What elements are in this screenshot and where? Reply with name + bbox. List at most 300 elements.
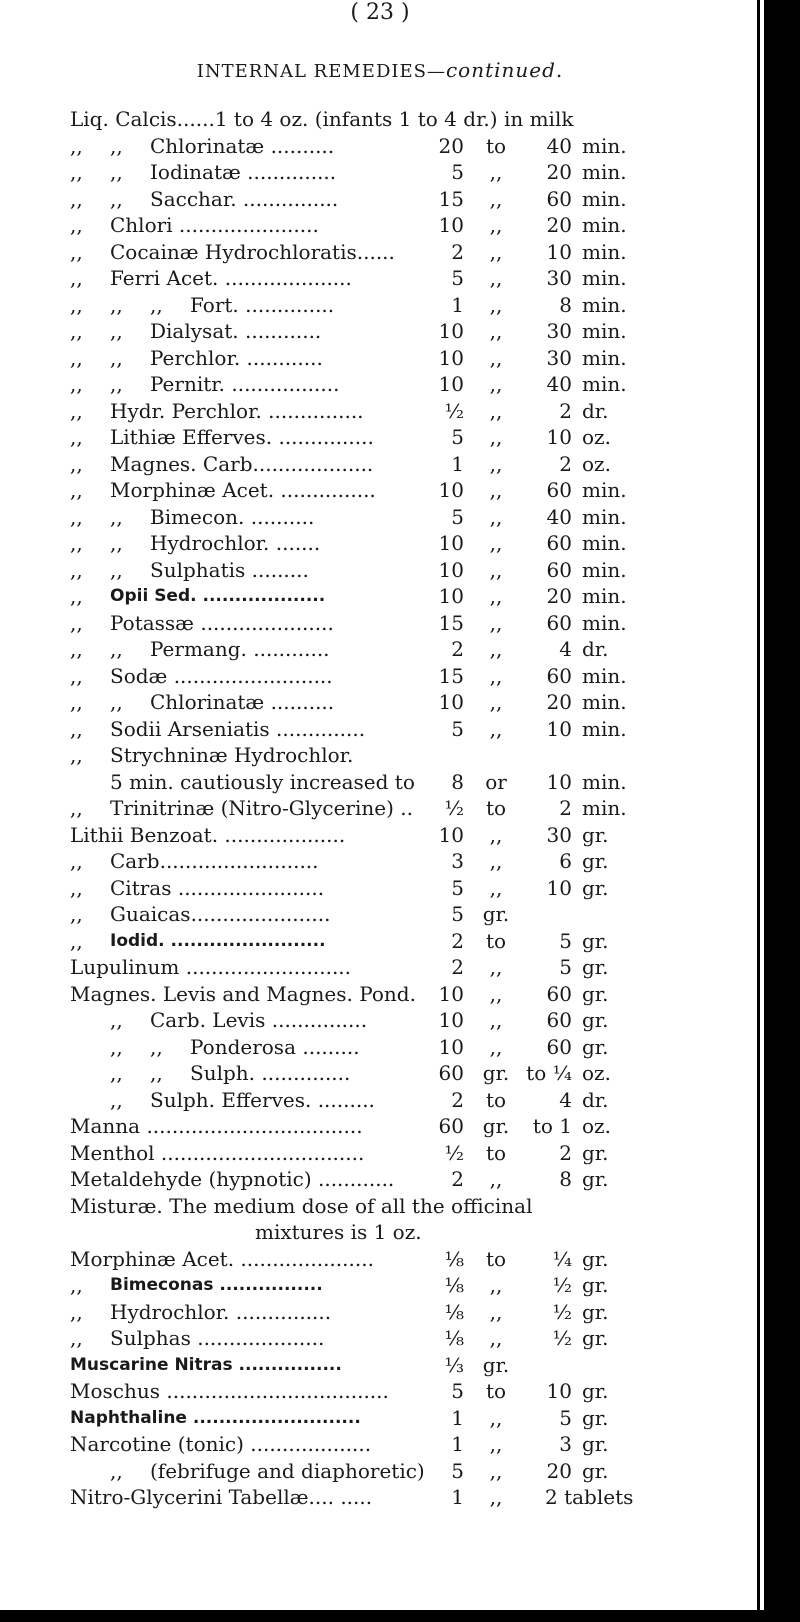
remedy-name: Dialysat. ............ <box>150 319 322 343</box>
remedy-name: Cocainæ Hydrochloratis...... <box>110 239 395 264</box>
remedy-name: Sulphatis ......... <box>150 557 309 582</box>
ditto-mark: ,, <box>110 690 123 714</box>
dose-from: ⅛ <box>444 1246 464 1271</box>
remedy-name: Naphthaline .......................... <box>70 1407 361 1428</box>
dose-to: 4 <box>559 637 572 661</box>
dose-from: 3 <box>451 849 464 873</box>
dose-from: 10 <box>438 690 464 714</box>
remedy-name: Muscarine Nitras ................ <box>70 1354 342 1375</box>
dose-separator: ,, <box>489 372 503 396</box>
remedy-name: Sodæ ......................... <box>110 663 333 688</box>
dose-unit: gr. <box>582 1405 609 1430</box>
dose-from: 10 <box>438 531 464 555</box>
dose-unit: gr. <box>582 1458 609 1483</box>
dose-unit: gr. <box>582 1034 609 1059</box>
table-row <box>0 504 760 531</box>
dose-separator: ,, <box>489 1485 503 1509</box>
dose-unit: min. <box>582 504 627 529</box>
dose-to: ½ <box>552 1326 572 1350</box>
ditto-mark: ,, <box>110 186 123 211</box>
dose-separator: ,, <box>489 981 503 1006</box>
ditto-mark: ,, <box>110 160 123 184</box>
dose-separator: ,, <box>489 451 503 476</box>
dose-to: 20 <box>546 160 572 184</box>
dose-unit: gr. <box>582 1379 609 1403</box>
table-row <box>0 1060 760 1087</box>
remedy-name: Lupulinum .......................... <box>70 955 352 979</box>
remedy-name: Pernitr. ................. <box>150 372 340 396</box>
dose-separator: gr. <box>482 1114 510 1138</box>
table-row <box>0 159 760 186</box>
remedy-name: Bimecon. .......... <box>150 504 315 529</box>
dose-separator: ,, <box>489 398 503 423</box>
dose-to: 5 <box>559 928 572 953</box>
dose-from: 5 <box>451 1458 464 1483</box>
ditto-mark: ,, <box>110 1087 123 1112</box>
dose-unit: oz. <box>582 451 611 476</box>
dose-separator: ,, <box>489 345 503 370</box>
table-row <box>0 318 760 345</box>
remedy-name: Sulphas .................... <box>110 1326 325 1350</box>
dose-to: 30 <box>546 822 572 847</box>
dose-unit: gr. <box>582 822 609 847</box>
dose-unit: gr. <box>582 928 609 953</box>
ditto-mark: ,, <box>70 690 83 714</box>
table-row <box>0 1034 760 1061</box>
dose-unit: min. <box>582 213 627 237</box>
dose-from: 5 <box>451 504 464 529</box>
table-row <box>0 1193 760 1220</box>
table-row <box>0 1325 760 1352</box>
table-row <box>0 1007 760 1034</box>
dose-from: 5 <box>451 425 464 449</box>
dose-separator: ,, <box>489 160 503 184</box>
dose-to: 30 <box>546 345 572 370</box>
dose-from: 2 <box>451 239 464 264</box>
dose-separator: ,, <box>489 955 503 979</box>
dose-separator: ,, <box>489 690 503 714</box>
ditto-mark: ,, <box>70 584 83 608</box>
page-edge-bar <box>764 0 800 1622</box>
remedy-name: Hydrochlor. ............... <box>110 1299 332 1324</box>
dose-to: 6 <box>559 849 572 873</box>
table-row <box>0 398 760 425</box>
dose-to: 60 <box>546 186 572 211</box>
dose-from: 15 <box>438 663 464 688</box>
dose-from: 5 <box>451 875 464 900</box>
dose-unit: min. <box>582 557 627 582</box>
dose-to: to ¼ <box>526 1061 572 1085</box>
dose-unit: gr. <box>582 1246 609 1271</box>
remedy-name: Strychninæ Hydrochlor. <box>110 743 354 767</box>
dose-separator: ,, <box>489 1167 503 1191</box>
remedy-name: Lithii Benzoat. ................... <box>70 822 346 847</box>
table-row <box>0 610 760 637</box>
ditto-mark: ,, <box>70 928 83 953</box>
dose-to: 4 <box>559 1087 572 1112</box>
dose-to: 60 <box>546 1008 572 1032</box>
remedy-name: Manna .................................. <box>70 1114 363 1138</box>
dose-unit: oz. <box>582 1114 611 1138</box>
dose-from: 10 <box>438 213 464 237</box>
dose-unit: gr. <box>582 875 609 900</box>
dose-unit: min. <box>582 610 627 635</box>
dose-to: 40 <box>546 133 572 158</box>
remedy-name: Chlori ...................... <box>110 213 319 237</box>
ditto-mark: ,, <box>110 372 123 396</box>
dose-unit: min. <box>582 478 627 502</box>
dose-separator: ,, <box>489 1299 503 1324</box>
dose-unit: gr. <box>582 1299 609 1324</box>
dose-to: 60 <box>546 610 572 635</box>
ditto-mark: ,, <box>70 266 83 290</box>
dose-from: ½ <box>444 796 464 820</box>
table-row <box>0 212 760 239</box>
table-row <box>0 689 760 716</box>
ditto-mark: ,, <box>70 478 83 502</box>
table-row <box>0 1246 760 1273</box>
ditto-mark: ,, <box>70 213 83 237</box>
dose-from: ⅛ <box>444 1273 464 1297</box>
dose-to: 5 <box>559 1405 572 1430</box>
ditto-mark: ,, <box>110 557 123 582</box>
ditto-mark: ,, <box>110 1458 123 1483</box>
dose-unit: gr. <box>582 849 609 873</box>
dose-to: 5 <box>559 955 572 979</box>
dose-from: 15 <box>438 186 464 211</box>
dose-to: 60 <box>546 557 572 582</box>
dose-from: 60 <box>438 1061 464 1085</box>
dose-from: 8 <box>451 769 464 794</box>
remedy-name: Iodinatæ .............. <box>150 160 337 184</box>
dose-to: 10 <box>546 1379 572 1403</box>
dose-separator: to <box>485 1379 507 1403</box>
table-row <box>0 557 760 584</box>
dose-separator: ,, <box>489 637 503 661</box>
dose-to: 10 <box>546 425 572 449</box>
heading-main: INTERNAL REMEDIES— <box>196 61 446 82</box>
dose-separator: ,, <box>489 213 503 237</box>
heading-continued: continued. <box>445 58 564 82</box>
ditto-mark: ,, <box>70 186 83 211</box>
dose-unit: oz. <box>582 425 611 449</box>
dose-to: 20 <box>546 1458 572 1483</box>
remedy-name: Potassæ ..................... <box>110 610 334 635</box>
table-row <box>0 1458 760 1485</box>
dose-to: 20 <box>546 690 572 714</box>
table-row <box>0 1219 760 1246</box>
dose-separator: ,, <box>489 610 503 635</box>
dose-unit: min. <box>582 531 627 555</box>
table-row <box>0 1378 760 1405</box>
dose-from: 10 <box>438 372 464 396</box>
dose-to: 40 <box>546 372 572 396</box>
dose-unit: gr. <box>582 981 609 1006</box>
ditto-mark: ,, <box>70 902 83 926</box>
dose-from: ⅓ <box>444 1352 464 1377</box>
remedy-name: Iodid. ........................ <box>110 930 326 951</box>
table-row <box>0 1113 760 1140</box>
dose-unit: min. <box>582 266 627 290</box>
remedy-name: Carb......................... <box>110 849 319 873</box>
table-row <box>0 901 760 928</box>
remedy-name: Magnes. Carb................... <box>110 451 374 476</box>
table-row <box>0 954 760 981</box>
dose-unit: min. <box>582 319 627 343</box>
dose-separator: ,, <box>489 319 503 343</box>
ditto-mark: ,, <box>70 345 83 370</box>
dose-to: 2 <box>559 398 572 423</box>
remedy-name: Metaldehyde (hypnotic) ............ <box>70 1167 395 1191</box>
remedy-name: Sacchar. ............... <box>150 186 339 211</box>
dose-to: 60 <box>546 478 572 502</box>
dose-to: 3 <box>559 1432 572 1456</box>
dose-from: 10 <box>438 319 464 343</box>
table-row <box>0 1140 760 1167</box>
ditto-mark: ,, <box>110 133 123 158</box>
table-row <box>0 1087 760 1114</box>
remedy-name: Sulph. .............. <box>190 1061 351 1085</box>
dose-unit: gr. <box>582 1008 609 1032</box>
dose-unit: min. <box>582 133 627 158</box>
dose-from: 10 <box>438 584 464 608</box>
table-row <box>0 822 760 849</box>
ditto-mark: ,, <box>70 239 83 264</box>
dose-from: 10 <box>438 345 464 370</box>
ditto-mark: ,, <box>150 292 163 317</box>
dose-unit: min. <box>582 796 627 820</box>
dose-separator: gr. <box>482 902 510 926</box>
table-row <box>0 1405 760 1432</box>
dose-separator: ,, <box>489 478 503 502</box>
dose-to: 8 <box>559 1167 572 1191</box>
table-row <box>0 1166 760 1193</box>
ditto-mark: ,, <box>70 610 83 635</box>
table-row <box>0 795 760 822</box>
dose-from: ⅛ <box>444 1299 464 1324</box>
table-row <box>0 239 760 266</box>
ditto-mark: ,, <box>70 557 83 582</box>
remedy-name: Permang. ............ <box>150 637 330 661</box>
dose-separator: ,, <box>489 1326 503 1350</box>
ditto-mark: ,, <box>70 663 83 688</box>
dose-unit: min. <box>582 584 627 608</box>
ditto-mark: ,, <box>110 637 123 661</box>
remedy-name: Hydr. Perchlor. ............... <box>110 398 364 423</box>
ditto-mark: ,, <box>70 425 83 449</box>
dose-unit: min. <box>582 345 627 370</box>
dose-unit: oz. <box>582 1061 611 1085</box>
dose-to: ½ <box>552 1273 572 1297</box>
table-row <box>0 875 760 902</box>
dose-from: 2 <box>451 1087 464 1112</box>
table-row <box>0 1272 760 1299</box>
ditto-mark: ,, <box>110 1061 123 1085</box>
remedy-name: Moschus ................................... <box>70 1379 389 1403</box>
dose-from: 10 <box>438 822 464 847</box>
table-row <box>0 477 760 504</box>
dose-to: 30 <box>546 266 572 290</box>
dose-unit: dr. <box>582 1087 609 1112</box>
dose-separator: ,, <box>489 425 503 449</box>
table-row <box>0 663 760 690</box>
table-row <box>0 424 760 451</box>
table-row <box>0 451 760 478</box>
dose-from: 1 <box>451 1485 464 1509</box>
remedy-name: Nitro-Glycerini Tabellæ.... ..... <box>70 1485 373 1509</box>
dose-to: 8 <box>559 292 572 317</box>
remedy-name: 5 min. cautiously increased to <box>110 769 415 794</box>
dose-from: 10 <box>438 1008 464 1032</box>
dose-to: ¼ <box>552 1246 572 1271</box>
remedy-name: Lithiæ Efferves. ............... <box>110 425 374 449</box>
ditto-mark: ,, <box>110 319 123 343</box>
dose-to: 60 <box>546 981 572 1006</box>
ditto-mark: ,, <box>70 1326 83 1350</box>
dose-to: ½ <box>552 1299 572 1324</box>
remedy-name: Bimeconas ................ <box>110 1275 323 1295</box>
dose-from: 60 <box>438 1114 464 1138</box>
ditto-mark: ,, <box>110 345 123 370</box>
remedy-name: Chlorinatæ .......... <box>150 133 335 158</box>
table-row <box>0 106 760 133</box>
dose-from: 1 <box>451 292 464 317</box>
ditto-mark: ,, <box>70 849 83 873</box>
dose-separator: ,, <box>489 584 503 608</box>
dose-unit: gr. <box>582 1167 609 1191</box>
dose-separator: gr. <box>482 1352 510 1377</box>
dose-unit: min. <box>582 372 627 396</box>
dose-separator: ,, <box>489 1008 503 1032</box>
ditto-mark: ,, <box>70 716 83 741</box>
dose-to: 60 <box>546 663 572 688</box>
dose-from: ½ <box>444 1140 464 1165</box>
dose-separator: gr. <box>482 1061 510 1085</box>
dose-to: 60 <box>546 1034 572 1059</box>
dose-separator: or <box>485 769 507 794</box>
dose-separator: ,, <box>489 1458 503 1483</box>
remedy-table <box>0 106 760 1511</box>
remedy-name: Chlorinatæ .......... <box>150 690 335 714</box>
dose-from: 2 <box>451 928 464 953</box>
remedy-name: Carb. Levis ............... <box>150 1008 368 1032</box>
ditto-mark: ,, <box>70 1273 83 1297</box>
dose-separator: ,, <box>489 716 503 741</box>
table-row <box>0 186 760 213</box>
dose-from: 10 <box>438 981 464 1006</box>
page-heading <box>0 58 760 82</box>
dose-unit: min. <box>582 292 627 317</box>
dose-from: 15 <box>438 610 464 635</box>
dose-separator: ,, <box>489 1034 503 1059</box>
dose-separator: to <box>485 1140 507 1165</box>
dose-unit: gr. <box>582 1432 609 1456</box>
dose-to: 20 <box>546 213 572 237</box>
dose-unit: min. <box>582 769 627 794</box>
dose-from: 5 <box>451 266 464 290</box>
remedy-name: Trinitrinæ (Nitro-Glycerine) .. <box>110 796 413 820</box>
dose-to: 40 <box>546 504 572 529</box>
dose-separator: to <box>485 1087 507 1112</box>
ditto-mark: ,, <box>70 160 83 184</box>
ditto-mark: ,, <box>70 319 83 343</box>
table-row <box>0 928 760 955</box>
dose-separator: ,, <box>489 849 503 873</box>
dose-unit: dr. <box>582 637 609 661</box>
dose-unit: dr. <box>582 398 609 423</box>
dose-to: 2 <box>559 451 572 476</box>
dose-unit: gr. <box>582 1326 609 1350</box>
dose-unit: gr. <box>582 955 609 979</box>
dose-from: 2 <box>451 955 464 979</box>
table-row <box>0 371 760 398</box>
ditto-mark: ,, <box>70 372 83 396</box>
dose-from: 5 <box>451 716 464 741</box>
table-row <box>0 265 760 292</box>
dose-to: 10 <box>546 769 572 794</box>
remedy-name: Opii Sed. ................... <box>110 586 326 606</box>
dose-separator: to <box>485 928 507 953</box>
dose-unit: gr. <box>582 1273 609 1297</box>
dose-separator: ,, <box>489 239 503 264</box>
dose-unit: min. <box>582 663 627 688</box>
remedy-name: Morphinæ Acet. ..................... <box>70 1246 374 1271</box>
dose-from: 1 <box>451 1405 464 1430</box>
dose-separator: ,, <box>489 822 503 847</box>
remedy-name: (febrifuge and diaphoretic) <box>150 1458 425 1483</box>
dose-separator: ,, <box>489 504 503 529</box>
dose-to: 2 tablets <box>545 1485 634 1509</box>
dose-from: ⅛ <box>444 1326 464 1350</box>
dose-from: ½ <box>444 398 464 423</box>
remedy-name: Liq. Calcis......1 to 4 oz. (infants 1 to 4 dr.) in milk <box>70 107 574 131</box>
page-number: ( 23 ) <box>350 0 410 25</box>
dose-from: 5 <box>451 160 464 184</box>
dose-separator: ,, <box>489 266 503 290</box>
remedy-name: Sodii Arseniatis .............. <box>110 716 366 741</box>
table-row <box>0 636 760 663</box>
dose-unit: gr. <box>582 1140 609 1165</box>
dose-to: 20 <box>546 584 572 608</box>
dose-unit: min. <box>582 716 627 741</box>
dose-to: 60 <box>546 531 572 555</box>
remedy-name: Ponderosa ......... <box>190 1034 360 1059</box>
dose-separator: to <box>485 796 507 820</box>
dose-to: 30 <box>546 319 572 343</box>
dose-from: 2 <box>451 637 464 661</box>
remedy-name: Misturæ. The medium dose of all the officinal <box>70 1193 533 1218</box>
dose-separator: ,, <box>489 557 503 582</box>
dose-from: 5 <box>451 1379 464 1403</box>
remedy-name: Magnes. Levis and Magnes. Pond. <box>70 981 416 1006</box>
remedy-name: Citras ....................... <box>110 875 325 900</box>
dose-to: 10 <box>546 716 572 741</box>
dose-unit: min. <box>582 160 627 184</box>
dose-to: 10 <box>546 875 572 900</box>
ditto-mark: ,, <box>70 743 83 767</box>
remedy-name: Ferri Acet. .................... <box>110 266 352 290</box>
dose-separator: ,, <box>489 1432 503 1456</box>
dose-unit: min. <box>582 690 627 714</box>
dose-to: to 1 <box>532 1114 572 1138</box>
remedy-name: Sulph. Efferves. ......... <box>150 1087 375 1112</box>
dose-separator: ,, <box>489 1405 503 1430</box>
dose-separator: ,, <box>489 875 503 900</box>
dose-separator: ,, <box>489 186 503 211</box>
table-row <box>0 345 760 372</box>
table-row <box>0 848 760 875</box>
dose-separator: to <box>485 133 507 158</box>
